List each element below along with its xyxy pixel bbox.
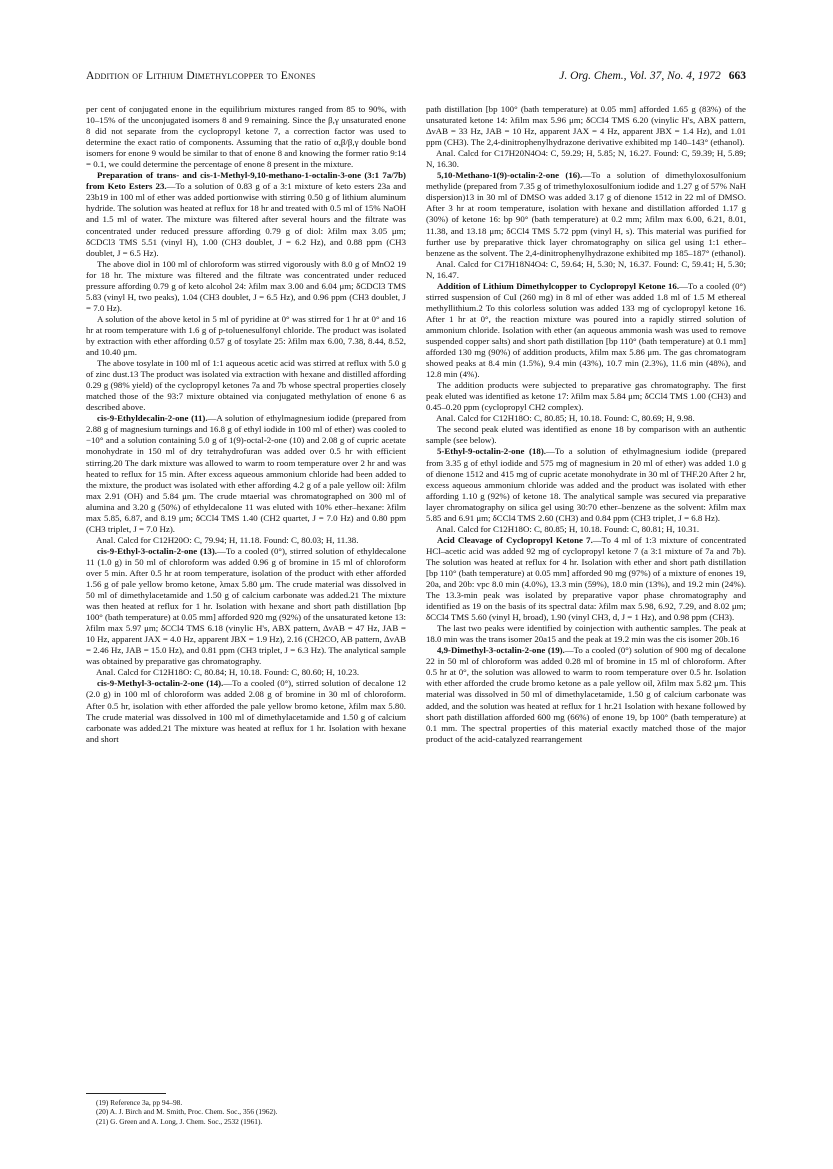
procedure-heading: Acid Cleavage of Cyclopropyl Ketone 7. (437, 534, 593, 545)
body-paragraph (86, 104, 406, 170)
analysis-line (86, 667, 406, 678)
paragraph-text: —To 4 ml of 1:3 mixture of concentrated HCl–acetic acid was added 92 mg of cyclopropyl ketone 7 (a 3:1 mixture of 7a and 7b). The solution was heated at reflux for 4 hr. Isolation with ether and short path distillation [bp 110° (bath temperature) at 0.05 mm] afforded 90 mg (97%) of a mixture of enones 19, 20a, and 20b: vpc 8.0 min (4.0%), 13.3 min (59%), 18.0 min (13%), and 19.2 min (24%). The 13.3-min peak was isolated by preparative vapor phase chromatography and identified as 19 on the basis of its spectral data: λfilm max 5.98, 6.92, 7.29, and 8.02 μm; δCCl4 TMS 5.60 (vinyl H, broad), 1.90 (vinyl CH3, d, J = 1 Hz), and 0.98 ppm (CH3). (426, 534, 747, 623)
footnote: (20) A. J. Birch and M. Smith, Proc. Chem. Soc., 356 (1962). (96, 1107, 278, 1117)
procedure-heading: 4,9-Dimethyl-3-octalin-2-one (19). (437, 645, 565, 656)
analysis-line (426, 524, 746, 535)
procedure-heading: 5,10-Methano-1(9)-octalin-2-one (16). (437, 170, 583, 181)
procedure-heading: Addition of Lithium Dimethylcopper to Cyclopropyl Ketone 16. (437, 280, 680, 291)
paragraph-text: per cent of conjugated enone in the equilibrium mixtures ranged from 85 to 90%, with 10–15% of the unconjugated isomers 8 and 9 remaining. Since the β,γ unsaturated enone 8 did not separate from the cyclopropyl ketone 7, a correction factor was used to determine the exact ratio of components. Assuming that the ratio of α,β/β,γ double bond isomers for enone 9 would be similar to that of enone 8 and knowing the former ratio 9:14 = 0.1, we could determine the percentage of enone 8 present in the mixture. (86, 104, 406, 170)
procedure-paragraph (426, 535, 746, 623)
paragraph-text: The above diol in 100 ml of chloroform was stirred vigorously with 8.0 g of MnO2 19 for 18 hr. The mixture was filtered and the filtrate was concentrated under reduced pressure affording 0.79 g of keto alcohol 24: λfilm max 3.00 and 6.04 μm; δCDCl3 TMS 5.83 (vinyl H, two peaks), 1.04 (CH3 doublet, J = 6.5 Hz), and 0.96 ppm (CH3 doublet, J = 7.0 Hz). (86, 258, 406, 313)
page-header (86, 70, 746, 86)
paragraph-text: path distillation [bp 100° (bath temperature) at 0.05 mm] afforded 1.65 g (83%) of the unsaturated ketone 14: λfilm max 5.96 μm; δCCl4 TMS 6.20 (vinylic H's, ABX pattern, ΔνAB = 33 Hz, JAB = 10 Hz, apparent JAX = 4 Hz, apparent JBX = 1.4 Hz), and 1.01 ppm (CH3). The 2,4-dinitrophenylhydrazone derivative exhibited mp 140–143° (ethanol). (426, 104, 746, 148)
paragraph-text: Anal. Calcd for C12H20O: C, 79.94; H, 11.18. Found: C, 80.03; H, 11.38. (96, 534, 359, 545)
procedure-paragraph (426, 281, 746, 380)
paragraph-text: Anal. Calcd for C12H18O: C, 80.84; H, 10.18. Found: C, 80.60; H, 10.23. (96, 667, 360, 678)
procedure-heading: cis-9-Ethyl-3-octalin-2-one (13). (97, 545, 217, 556)
paragraph-text: —To a cooled (0°), stirred solution of decalone 12 (2.0 g) in 100 ml of chloroform was added 2.08 g of bromine in 30 ml of chloroform. After 0.5 hr, isolation with ether afforded the pale yellow bromo ketone, λfilm max 5.80. The crude material was dissolved in 100 ml of dimethylacetamide and 1.50 g of calcium carbonate was added.21 The mixture was heated at reflux for 1 hr. Isolation with hexane and short (86, 678, 406, 744)
footnotes (86, 1093, 406, 1126)
procedure-paragraph (426, 446, 746, 523)
paragraph-text: —To a cooled (0°) stirred suspension of CuI (260 mg) in 8 ml of ether was added 1.8 ml of 1.5 M ethereal methyllithium.2 To this colorless solution was added 133 mg of cyclopropyl ketone 16. After 1 hr at 0°, the reaction mixture was poured into a rapidly stirred solution of ammonium chloride. Isolation with ether (an aqueous ammonia wash was used to remove suspended copper salts) and short path distillation [bp 110° (bath temperature) at 0.1 mm] afforded 130 mg (90%) of addition products, λfilm max 5.86 μm. The gas chromatogram showed peaks at 8.4 min (1.5%), 9.4 min (43%), 10.7 min (2.3%), 11.6 min (48%), and 12.8 min (4%). (426, 280, 747, 380)
body-paragraph (86, 358, 406, 413)
body-paragraph (426, 380, 746, 413)
analysis-line (86, 535, 406, 546)
paragraph-text: The second peak eluted was identified as enone 18 by comparison with an authentic sample (see below). (426, 424, 746, 446)
running-title: Addition of Lithium Dimethylcopper to Enones (86, 70, 316, 82)
paragraph-text: Anal. Calcd for C17H18N4O4: C, 59.64; H, 5.30; N, 16.37. Found: C, 59.41; H, 5.30; N, 16.47. (426, 258, 746, 280)
paragraph-text: —To a cooled (0°) solution of 900 mg of decalone 22 in 50 ml of chloroform was added 0.28 ml of bromine in 15 ml of chloroform. After 0.5 hr at 0°, the solution was allowed to warm to room temperature over 0.5 hr. Isolation with ether afforded the crude bromo ketone as a pale yellow oil, λfilm max 5.82 μm. This material was dissolved in 50 ml of dimethylacetamide, 1.50 g of calcium carbonate was added, and the solution was heated at reflux for 1 hr.21 Isolation with hexane followed by short path distillation afforded 600 mg (66%) of enone 19, bp 100° (bath temperature) at 0.1 mm. The spectral properties of this material exactly matched those of the major product of the acid-catalyzed rearrangement (426, 645, 746, 744)
journal-name: J. Org. Chem., Vol. 37, No. 4, 1972 (559, 70, 721, 82)
analysis-line (426, 413, 746, 424)
analysis-line (426, 259, 746, 281)
paragraph-text: —To a cooled (0°), stirred solution of ethyldecalone 11 (1.0 g) in 50 ml of chloroform was added 0.96 g of bromine in 15 ml of chloroform over 5 min. After 0.5 hr at room temperature, isolation of the product with ether afforded 1.56 g of pale yellow bromo ketone, λmax 5.80 μm. The crude material was dissolved in 50 ml of dimethylacetamide and 1.50 g of calcium carbonate was added.21 The mixture was then heated at reflux for 1 hr. Isolation with hexane and short path distillation [bp 100° (bath temperature) at 0.05 mm] afforded 920 mg (92%) of the unsaturated ketone 13: λfilm max 5.97 μm; δCCl4 TMS 6.18 (vinylic H's, ABX pattern, ΔνAB = 47 Hz, JAB = 10 Hz, apparent JAX = 4.0 Hz, apparent JBX = 1.9 Hz), 2.16 (CH2CO, AB pattern, ΔνAB = 2.46 Hz, JAB = 15.0 Hz), and 0.81 ppm (CH3 triplet, J = 6.3 Hz). The analytical sample was obtained by preparative gas chromatography. (86, 545, 406, 667)
footnote: (21) G. Green and A. Long, J. Chem. Soc., 2532 (1961). (96, 1116, 263, 1126)
left-column (86, 104, 406, 745)
paragraph-text: —To a solution of dimethyloxosulfonium methylide (prepared from 7.35 g of trimethyloxosulfonium iodide and 1.27 g of 57% NaH dispersion)13 in 30 ml of DMSO was added 3.17 g of dienone 1512 in 22 ml of DMSO. After 3 hr at room temperature, isolation with hexane and distillation afforded 1.17 g (30%) of ketone 16: bp 90° (bath temperature) at 0.2 mm; λfilm max 6.00, 6.21, 8.01, 11.38, and 13.18 μm; δCCl4 TMS 5.72 ppm (vinyl H, s). This material was purified for further use by preparative thick layer chromatography on silica gel using 1:1 ether–benzene as the solvent. The 2,4-dinitrophenylhydrazone exhibited mp 185–187° (ethanol). (426, 170, 746, 258)
page-number: 663 (728, 70, 746, 82)
paragraph-text: Anal. Calcd for C12H18O: C, 80.85; H, 10.18. Found: C, 80.69; H, 9.98. (436, 413, 695, 424)
procedure-heading: 5-Ethyl-9-octalin-2-one (18). (437, 446, 547, 457)
body-paragraph (86, 314, 406, 358)
procedure-paragraph (86, 413, 406, 535)
paragraph-text: Anal. Calcd for C12H18O: C, 80.85; H, 10.18. Found: C, 80.81; H, 10.31. (436, 523, 700, 534)
body-paragraph (426, 424, 746, 446)
procedure-paragraph (86, 678, 406, 744)
paragraph-text: Anal. Calcd for C17H20N4O4: C, 59.29; H, 5.85; N, 16.27. Found: C, 59.39; H, 5.89; N, 16.30. (426, 148, 746, 170)
paragraph-text: —To a solution of ethylmagnesium iodide (prepared from 3.35 g of ethyl iodide and 575 mg of magnesium in 20 ml of ether) was added 1.0 g of dienone 1512 and 415 mg of cupric acetate monohydrate in 30 ml of THF.20 After 2 hr, excess aqueous ammonium chloride was added and the product was isolated with ether affording 1.10 g (92%) of ketone 18. The analytical sample was secured via preparative layer chromatography on silica gel using 30:70 ether–benzene as the solvent: λfilm max 5.85 and 6.91 μm; δCCl4 TMS 2.60 (CH3) and 0.84 ppm (CH3 triplet, J = 6.8 Hz). (426, 446, 746, 523)
procedure-paragraph (426, 170, 746, 258)
procedure-paragraph (86, 546, 406, 668)
paragraph-text: The above tosylate in 100 ml of 1:1 aqueous acetic acid was stirred at reflux with 5.0 g of zinc dust.13 The product was isolated via extraction with hexane and distilled affording 0.29 g (98% yield) of the cyclopropyl ketones 7a and 7b whose spectral properties closely matched those of the 93:7 mixture obtained via conjugated methylation of enone 6 as described above. (86, 358, 406, 413)
procedure-heading: cis-9-Ethyldecalin-2-one (11). (97, 413, 208, 424)
paragraph-text: —A solution of ethylmagnesium iodide (prepared from 2.88 g of magnesium turnings and 16.8 g of ethyl iodide in 100 ml of ether) was cooled to −10° and a solution containing 5.0 g of 1(9)-octal-2-one (10) and 2.08 g of cupric acetate monohydrate in 150 ml of dry tetrahydrofuran was added over 0.5 hr with efficient stirring.20 The dark mixture was allowed to warm to room temperature over 2 hr and was heated to reflux for 15 min. After excess aqueous ammonium chloride had been added to the mixture, the product was isolated with ether affording 4.2 g of a pale yellow oil: λfilm max 2.91 (OH) and 5.84 μm. The crude mtaerial was chromatographed on 300 ml of alumina and 3.20 g (50%) of ethyldecalone 11 was eluted with 10% ether–hexane: λfilm max 5.85, 6.87, and 8.19 μm; δCCl4 TMS 1.40 (CH2 quartet, J = 7.0 Hz) and 0.80 ppm (CH3 triplet, J = 7.0 Hz). (86, 413, 406, 534)
procedure-heading: Preparation of trans- and cis-1-Methyl-9,10-methano-1-octalin-3-one (3:1 7a/7b) from Keto Esters 23. (86, 170, 406, 192)
footnote-rule (86, 1093, 166, 1094)
body-paragraph (426, 623, 746, 645)
procedure-paragraph (426, 645, 746, 744)
procedure-paragraph (86, 170, 406, 258)
paragraph-text: A solution of the above ketol in 5 ml of pyridine at 0° was stirred for 1 hr at 0° and 16 hr at room temperature with 1.6 g of p-toluenesulfonyl chloride. The product was isolated by extraction with ether affording 0.57 g of tosylate 25: λfilm max 6.00, 7.38, 8.44, 8.52, and 10.40 μm. (86, 313, 406, 358)
footnote: (19) Reference 3a, pp 94–98. (96, 1098, 183, 1107)
paragraph-text: —To a solution of 0.83 g of a 3:1 mixture of keto esters 23a and 23b19 in 100 ml of ether was added portionwise with stirring 0.50 g of lithium aluminum hydride. The solution was heated at reflux for 18 hr and treated with 0.5 ml of 15% NaOH and 1.5 ml of water. The mixture was filtered after several hours and the filtrate was concentrated under reduced pressure affording 0.79 g of diol: λfilm max 3.05 μm; δCDCl3 TMS 5.51 (vinyl H), 1.00 (CH3 doublet, J = 6.2 Hz), and 0.88 ppm (CH3 doublet, J = 6.5 Hz). (86, 181, 407, 258)
paragraph-text: The last two peaks were identified by coinjection with authentic samples. The peak at 18.0 min was the trans isomer 20a15 and the peak at 19.2 min was the cis isomer 20b.16 (426, 623, 746, 645)
body-paragraph (86, 259, 406, 314)
procedure-heading: cis-9-Methyl-3-octalin-2-one (14). (97, 678, 224, 689)
body-paragraph (426, 104, 746, 148)
paragraph-text: The addition products were subjected to preparative gas chromatography. The first peak eluted was identified as ketone 17: λfilm max 5.84 μm; δCCl4 TMS 1.00 (CH3) and 0.45–0.20 ppm (cyclopropyl CH2 complex). (426, 380, 746, 413)
analysis-line (426, 148, 746, 170)
journal-citation (559, 70, 746, 82)
right-column (426, 104, 746, 745)
